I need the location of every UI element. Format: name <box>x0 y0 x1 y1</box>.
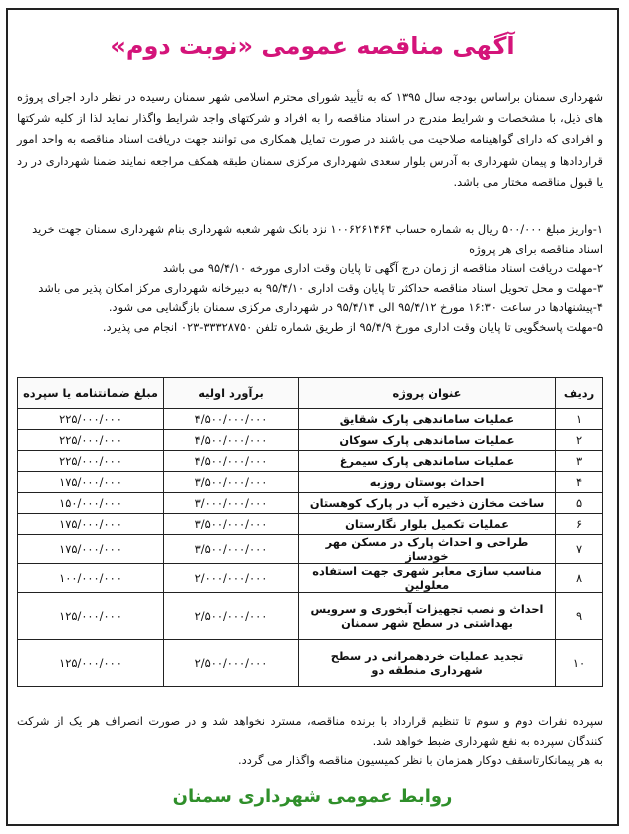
header-guarantee-amount: مبلغ ضمانتنامه یا سپرده <box>18 378 164 409</box>
project-title: عملیات ساماندهی پارک شقایق <box>299 409 556 430</box>
condition-item: ۴-پیشنهادها در ساعت ۱۶:۳۰ مورخ ۹۵/۴/۱۲ الی ۹۵/۴/۱۴ در شهرداری مرکزی سمنان بازگشایی می شود. <box>108 300 603 315</box>
row-number: ۶ <box>556 514 603 535</box>
project-title: مناسب سازی معابر شهری جهت استفاده معلولین <box>299 564 556 593</box>
initial-estimate: ۳/۵۰۰/۰۰۰/۰۰۰ <box>164 535 299 564</box>
table-row <box>18 409 603 430</box>
project-title: عملیات ساماندهی پارک سوکان <box>299 430 556 451</box>
guarantee-amount: ۲۲۵/۰۰۰/۰۰۰ <box>18 409 164 430</box>
row-number: ۸ <box>556 564 603 593</box>
condition-item: ۲-مهلت دریافت اسناد مناقصه از زمان درج آگهی تا پایان وقت اداری مورخه ۹۵/۴/۱۰ می باشد <box>162 261 603 276</box>
table-row <box>18 564 603 593</box>
header-row-number: ردیف <box>556 378 603 409</box>
initial-estimate: ۲/۰۰۰/۰۰۰/۰۰۰ <box>164 564 299 593</box>
project-title: عملیات ساماندهی پارک سیمرغ <box>299 451 556 472</box>
table-row <box>18 593 603 640</box>
guarantee-amount: ۲۲۵/۰۰۰/۰۰۰ <box>18 451 164 472</box>
guarantee-amount: ۱۷۵/۰۰۰/۰۰۰ <box>18 514 164 535</box>
initial-estimate: ۳/۵۰۰/۰۰۰/۰۰۰ <box>164 514 299 535</box>
footer-note: به هر پیمانکارتاسقف دوکار همزمان با نظر کمیسیون مناقصه واگذار می گردد. <box>238 753 603 768</box>
guarantee-amount: ۲۲۵/۰۰۰/۰۰۰ <box>18 430 164 451</box>
notice-title: آگهی مناقصه عمومی «نوبت دوم» <box>110 32 515 60</box>
project-title: احداث بوستان روزبه <box>299 472 556 493</box>
intro-paragraph: شهرداری سمنان براساس بودجه سال ۱۳۹۵ که به تأیید شورای محترم اسلامی شهر سمنان رسیده در نظر دارد اجرای پروژه های ذیل، با مشخصات و شرایط مندرج در اسناد مناقصه را به افراد و شرکتهای واجد شرایط واگذار نماید لذا از کلیه شرکتها و افرادی که دارای گواهینامه صلاحیت می باشند در صورت تمایل همکاری می توانند جهت دریافت اسناد مناقصه به واحد امور قراردادها و پیمان شهرداری به آدرس بلوار سعدی شهرداری مرکزی سمنان طبقه همکف مراجعه نمایند ضمنا شهرداری در رد یا قبول مناقصه مختار می باشد. <box>17 90 604 189</box>
guarantee-amount: ۱۷۵/۰۰۰/۰۰۰ <box>18 472 164 493</box>
project-title: احداث و نصب تجهیزات آبخوری و سرویس بهداشتی در سطح شهر سمنان <box>299 593 556 640</box>
public-relations-signature: روابط عمومی شهرداری سمنان <box>172 786 453 807</box>
project-title: تجدید عملیات خردهمرانی در سطح شهرداری منطقه دو <box>299 640 556 687</box>
row-number: ۱۰ <box>556 640 603 687</box>
footer-note: سپرده نفرات دوم و سوم تا تنظیم قرارداد با برنده مناقصه، مسترد نخواهد شد و در صورت انصراف هر یک از شرکت کنندگان سپرده به نفع شهرداری ضبط خواهد شد. <box>17 714 603 748</box>
guarantee-amount: ۱۷۵/۰۰۰/۰۰۰ <box>18 535 164 564</box>
project-title: طراحی و احداث پارک در مسکن مهر خودساز <box>299 535 556 564</box>
footer-notes <box>17 712 603 771</box>
project-title: عملیات تکمیل بلوار نگارستان <box>299 514 556 535</box>
header-initial-estimate: برآورد اولیه <box>164 378 299 409</box>
table-row <box>18 472 603 493</box>
row-number: ۱ <box>556 409 603 430</box>
notice-frame <box>6 8 619 826</box>
condition-item: ۳-مهلت و محل تحویل اسناد مناقصه حداکثر تا پایان وقت اداری ۹۵/۴/۱۰ به دبیرخانه شهرداری مرکز امکان پذیر می باشد <box>38 280 603 295</box>
condition-item: ۵-مهلت پاسخگویی تا پایان وقت اداری مورخ ۹۵/۴/۹ از طریق شماره تلفن ۳۳۳۲۸۷۵۰-۰۲۳ انجام می پذیرد. <box>102 319 603 334</box>
initial-estimate: ۳/۵۰۰/۰۰۰/۰۰۰ <box>164 472 299 493</box>
row-number: ۵ <box>556 493 603 514</box>
table-header-row <box>18 378 603 409</box>
row-number: ۳ <box>556 451 603 472</box>
row-number: ۴ <box>556 472 603 493</box>
initial-estimate: ۴/۵۰۰/۰۰۰/۰۰۰ <box>164 451 299 472</box>
row-number: ۹ <box>556 593 603 640</box>
projects-table <box>17 377 603 687</box>
row-number: ۲ <box>556 430 603 451</box>
table-row <box>18 430 603 451</box>
condition-item: ۱-واریز مبلغ ۵۰۰/۰۰۰ ریال به شماره حساب ۱۰۰۶۲۶۱۴۶۴ نزد بانک شهر شعبه شهرداری بنام شهرداری سمنان جهت خرید اسناد مناقصه برای هر پروژه <box>32 222 603 256</box>
guarantee-amount: ۱۲۵/۰۰۰/۰۰۰ <box>18 640 164 687</box>
conditions-list <box>17 220 603 338</box>
table-row <box>18 451 603 472</box>
table-row <box>18 640 603 687</box>
guarantee-amount: ۱۰۰/۰۰۰/۰۰۰ <box>18 564 164 593</box>
table-row <box>18 535 603 564</box>
guarantee-amount: ۱۵۰/۰۰۰/۰۰۰ <box>18 493 164 514</box>
row-number: ۷ <box>556 535 603 564</box>
initial-estimate: ۴/۵۰۰/۰۰۰/۰۰۰ <box>164 430 299 451</box>
initial-estimate: ۲/۵۰۰/۰۰۰/۰۰۰ <box>164 593 299 640</box>
initial-estimate: ۳/۰۰۰/۰۰۰/۰۰۰ <box>164 493 299 514</box>
guarantee-amount: ۱۲۵/۰۰۰/۰۰۰ <box>18 593 164 640</box>
initial-estimate: ۲/۵۰۰/۰۰۰/۰۰۰ <box>164 640 299 687</box>
project-title: ساخت مخازن ذخیره آب در پارک کوهستان <box>299 493 556 514</box>
header-project-title: عنوان پروژه <box>299 378 556 409</box>
table-row <box>18 514 603 535</box>
initial-estimate: ۴/۵۰۰/۰۰۰/۰۰۰ <box>164 409 299 430</box>
table-row <box>18 493 603 514</box>
